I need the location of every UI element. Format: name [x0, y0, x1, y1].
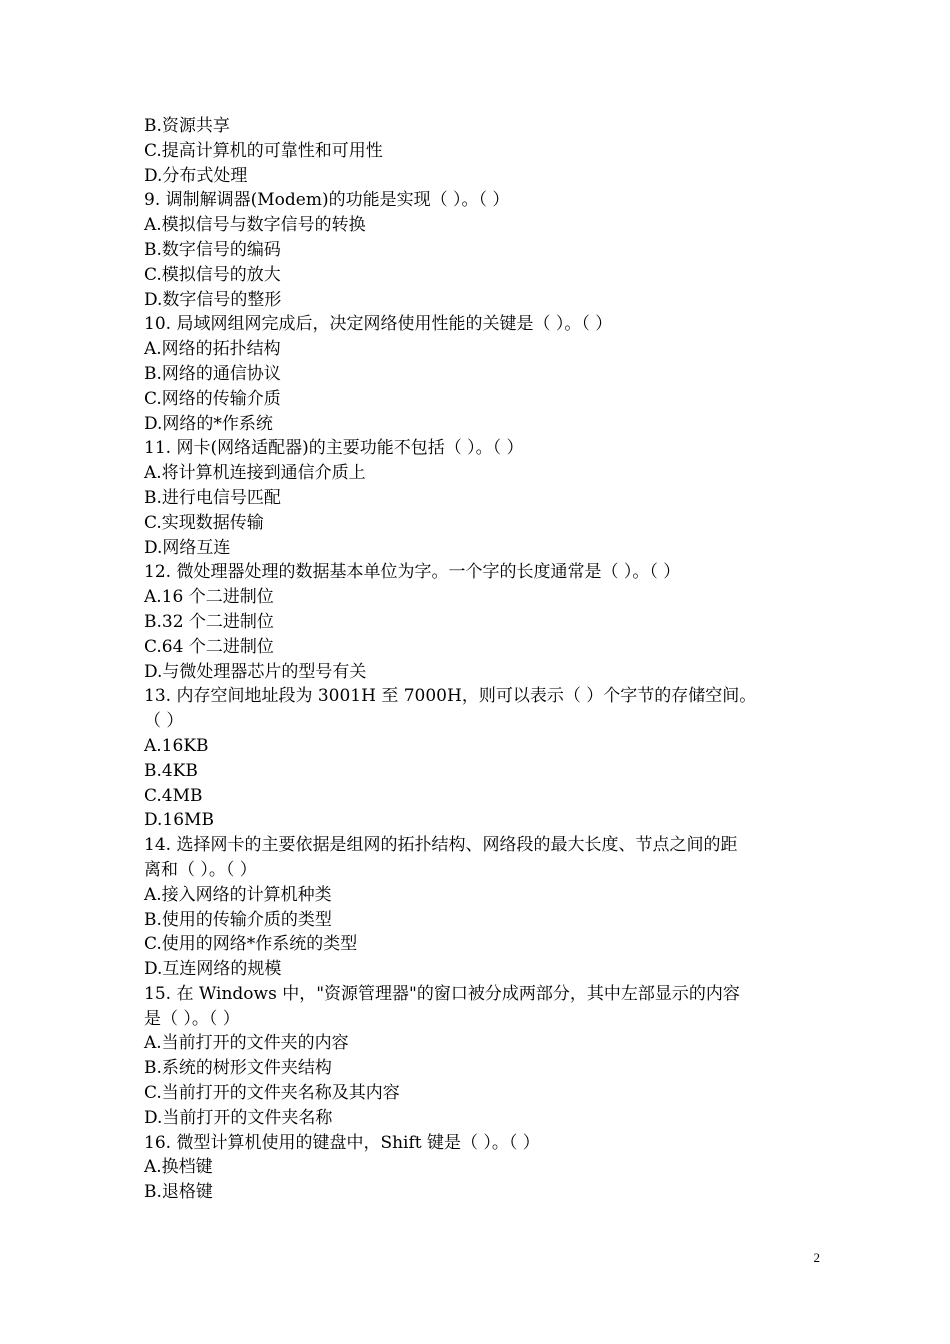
text-line: D.互连网络的规模 — [144, 959, 282, 980]
text-line: 15. 在 Windows 中，"资源管理器"的窗口被分成两部分，其中左部显示的内容 — [144, 983, 740, 1004]
text-line: D.数字信号的整形 — [144, 289, 282, 310]
text-line: D.当前打开的文件夹名称 — [144, 1107, 333, 1128]
text-line: 16. 微型计算机使用的键盘中，Shift 键是（ ）。（ ） — [144, 1132, 540, 1153]
text-line: D.网络的*作系统 — [144, 413, 273, 434]
question-text-block — [144, 114, 814, 1205]
text-line: A.模拟信号与数字信号的转换 — [144, 215, 366, 236]
page-number: 2 — [813, 1250, 820, 1265]
text-line: D.16MB — [144, 810, 214, 831]
text-line: （ ） — [144, 711, 184, 732]
text-line: B.网络的通信协议 — [144, 363, 281, 384]
text-line: A.将计算机连接到通信介质上 — [144, 463, 366, 484]
text-line: B.资源共享 — [144, 116, 230, 136]
text-line: C.4MB — [144, 785, 203, 806]
text-line: 9. 调制解调器(Modem)的功能是实现（ ）。（ ） — [144, 190, 510, 211]
text-line: 10. 局域网组网完成后，决定网络使用性能的关键是（ ）。（ ） — [144, 314, 613, 335]
text-line: C.模拟信号的放大 — [144, 264, 281, 285]
text-line: C.当前打开的文件夹名称及其内容 — [144, 1083, 400, 1104]
text-line: A.16KB — [144, 735, 209, 756]
text-line: 13. 内存空间地址段为 3001H 至 7000H，则可以表示（ ）个字节的存储空间。 — [144, 686, 757, 707]
text-line: 12. 微处理器处理的数据基本单位为字。一个字的长度通常是（ ）。（ ） — [144, 562, 681, 583]
text-line: C.提高计算机的可靠性和可用性 — [144, 140, 383, 161]
text-line: 是（ ）。（ ） — [144, 1008, 240, 1029]
text-line: B.系统的树形文件夹结构 — [144, 1058, 332, 1079]
text-line: B.进行电信号匹配 — [144, 487, 281, 508]
text-line: D.与微处理器芯片的型号有关 — [144, 661, 367, 682]
text-line: 11. 网卡(网络适配器)的主要功能不包括（ ）。（ ） — [144, 438, 524, 459]
text-line: B.4KB — [144, 760, 198, 781]
text-line: 14. 选择网卡的主要依据是组网的拓扑结构、网络段的最大长度、节点之间的距 — [144, 835, 738, 856]
text-line: C.64 个二进制位 — [144, 636, 274, 657]
text-line: B.使用的传输介质的类型 — [144, 909, 332, 930]
text-line: D.网络互连 — [144, 537, 231, 558]
text-line: A.接入网络的计算机种类 — [144, 884, 332, 905]
text-line: A.网络的拓扑结构 — [144, 339, 281, 360]
text-line: A.换档键 — [144, 1157, 213, 1178]
text-line: C.实现数据传输 — [144, 512, 264, 533]
text-line: C.使用的网络*作系统的类型 — [144, 934, 358, 955]
text-line: C.网络的传输介质 — [144, 388, 281, 409]
text-line: B.32 个二进制位 — [144, 611, 274, 632]
text-line: 离和（ ）。（ ） — [144, 859, 257, 880]
text-line: B.退格键 — [144, 1182, 213, 1203]
text-line: D.分布式处理 — [144, 165, 248, 186]
text-line: A.当前打开的文件夹的内容 — [144, 1033, 349, 1054]
text-line: A.16 个二进制位 — [144, 587, 274, 608]
text-line: B.数字信号的编码 — [144, 239, 281, 260]
